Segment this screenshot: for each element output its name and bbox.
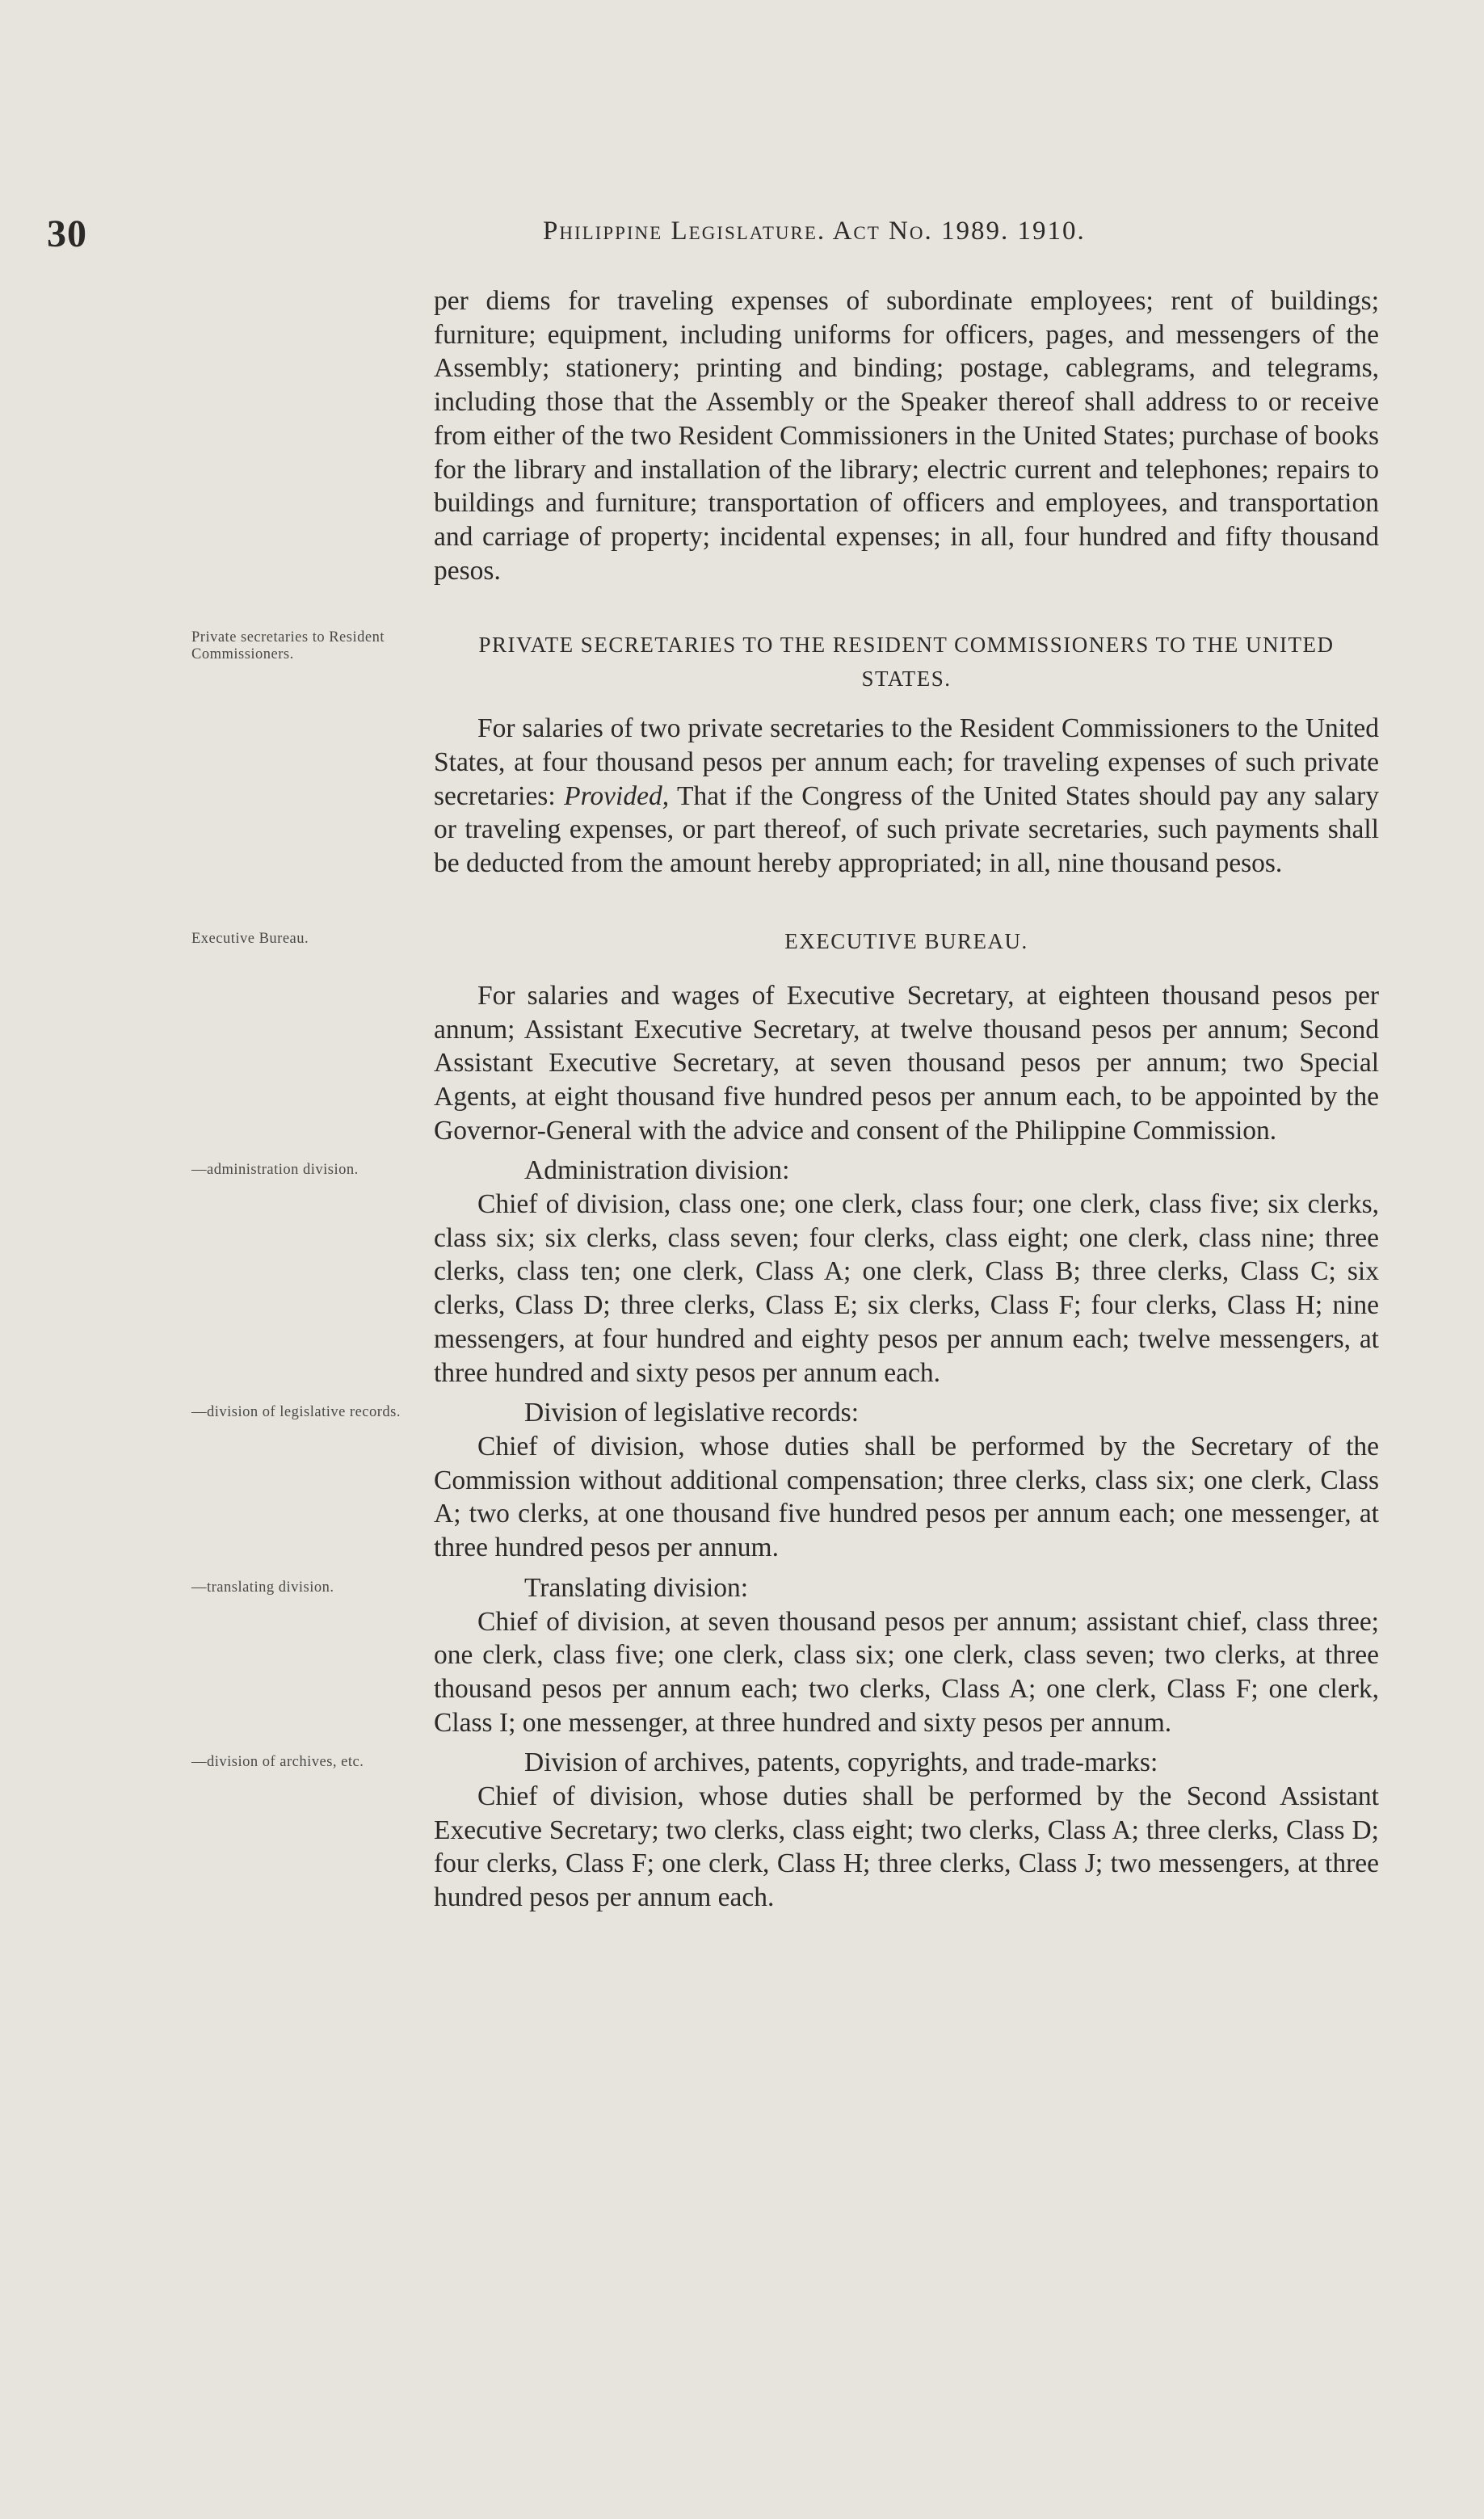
subhead-administration-division: Administration division: <box>524 1155 790 1186</box>
running-head: Philippine Legislature. Act No. 1989. 1910. <box>543 217 1086 246</box>
page-body <box>191 284 1380 1915</box>
archives-division-section <box>191 1746 1379 1915</box>
executive-bureau-section <box>191 924 1379 1148</box>
margin-note-private-secretaries: Private secretaries to Resident Commissioners. <box>191 629 385 663</box>
executive-bureau-paragraph: For salaries and wages of Executive Secretary, at eighteen thousand pesos per annum; Assistant Executive Secretary, at twelve thousand pesos per annum; Second Assistant Executive Secretary, at seven thousand pesos per annum; two Special Agents, at eight thousand five hundred pesos per annum each, to be appointed by the Governor-General with the advice and consent of the Philippine Commission. <box>434 980 1379 1146</box>
page-number: 30 <box>47 212 87 255</box>
translating-division-section <box>191 1571 1379 1740</box>
private-secretaries-section <box>191 628 1380 881</box>
provided-emphasis: Provided, <box>564 780 670 811</box>
heading-executive-bureau: EXECUTIVE BUREAU. <box>784 928 1028 953</box>
translating-division-paragraph: Chief of division, at seven thousand pesos per annum; assistant chief, class three; one clerk, class five; one clerk, class six; one clerk, class seven; two clerks, at three thousand pesos per annum each; two clerks, Class A; one clerk, Class F; one clerk, Class I; one messenger, at three hundred and sixty pesos per annum. <box>434 1606 1379 1738</box>
administration-division-section <box>191 1154 1379 1390</box>
margin-note-administration-division: —administration division. <box>191 1162 359 1179</box>
administration-division-paragraph: Chief of division, class one; one clerk, class four; one clerk, class five; six clerks, class six; six clerks, class seven; four clerks, class eight; one clerk, class nine; three clerks, class ten; one clerk, Class A; one clerk, Class B; three clerks, Class C; six clerks, Class D; three clerks, Class E; six clerks, Class F; four clerks, Class H; nine messengers, at four hundred and eighty pesos per annum each; twelve messengers, at three hundred and sixty pesos per annum each. <box>434 1189 1379 1388</box>
private-secretaries-text-after: That if the Congress of the United States should pay any salary or traveling expenses, or part thereof, of such private secretaries, such payments shall be deducted from the amount hereby appropriated; in all, nine thousand pesos. <box>434 780 1380 879</box>
archives-division-paragraph: Chief of division, whose duties shall be performed by the Second Assistant Executive Secretary; two clerks, class eight; two clerks, Class A; three clerks, Class D; four clerks, Class F; one clerk, Class H; three clerks, Class J; two messengers, at three hundred pesos per annum each. <box>434 1781 1379 1913</box>
subhead-legislative-records: Division of legislative records: <box>524 1398 860 1428</box>
margin-note-legislative-records: —division of legislative records. <box>191 1404 401 1421</box>
private-secretaries-text-before: For salaries of two private secretaries to the Resident Commissioners to the United States, at four thousand pesos per annum each; for traveling expenses of such private secretaries: <box>434 713 1379 811</box>
heading-private-secretaries: PRIVATE SECRETARIES TO THE RESIDENT COMMISSIONERS TO THE UNITED STATES. <box>478 633 1335 692</box>
legislative-records-section <box>191 1396 1379 1565</box>
assembly-paragraph: per diems for traveling expenses of subordinate employees; rent of buildings; furniture; equipment, including uniforms for officers, pages, and messengers of the Assembly; stationery; printing and binding; postage, cablegrams, and telegrams, including those that the Assembly or the Speaker thereof shall address to or receive from either of the two Resident Commissioners in the United States; purchase of books for the library and installation of the library; electric current and telephones; repairs to buildings and furniture; transportation of officers and employees, and transportation and carriage of property; incidental expenses; in all, four hundred and fifty thousand pesos. <box>434 286 1379 586</box>
legislative-records-paragraph: Chief of division, whose duties shall be performed by the Secretary of the Commission without additional compensation; three clerks, class six; one clerk, Class A; two clerks, at one thousand five hundred pesos per annum each; one messenger, at three hundred pesos per annum. <box>434 1431 1379 1563</box>
subhead-archives-division: Division of archives, patents, copyrights, and trade-marks: <box>524 1747 1158 1778</box>
margin-note-executive-bureau: Executive Bureau. <box>191 930 309 947</box>
private-secretaries-paragraph <box>434 712 1379 881</box>
margin-note-archives-division: —division of archives, etc. <box>191 1754 364 1771</box>
margin-note-translating-division: —translating division. <box>191 1579 334 1596</box>
subhead-translating-division: Translating division: <box>524 1572 749 1603</box>
assembly-section <box>434 284 1379 587</box>
